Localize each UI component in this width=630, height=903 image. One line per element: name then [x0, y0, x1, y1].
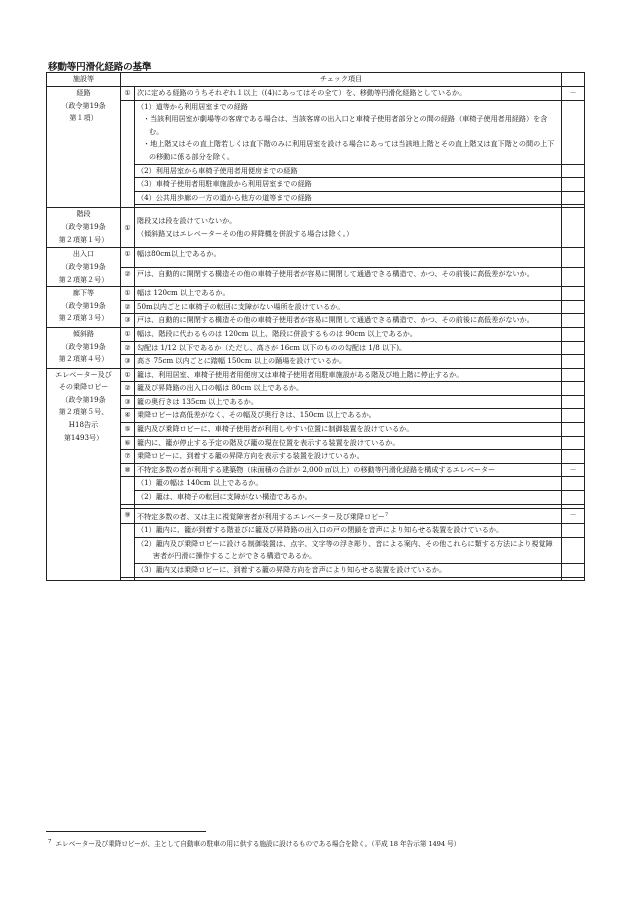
- facility-cell-route: [47, 87, 121, 208]
- facility-ref: 第１項）: [69, 113, 98, 123]
- table-row: [47, 314, 585, 328]
- item-number: ①: [121, 87, 135, 101]
- table-header-row: [47, 73, 585, 87]
- item-number: ⑨: [121, 508, 135, 524]
- item-text: 籠内に、籠が停止する予定の階及び籠の現在位置を表示する装置を設けているか。: [135, 436, 562, 450]
- sub-item-title: 道等から利用居室までの経路: [155, 101, 248, 111]
- footnote: [48, 838, 460, 848]
- facility-ref: 第２項第３号）: [58, 313, 109, 323]
- item-mark: [562, 491, 585, 505]
- sub-item-text: [135, 100, 562, 164]
- item-mark: [562, 423, 585, 437]
- item-mark: －: [562, 508, 585, 524]
- sub-item-label: （3）: [137, 179, 156, 189]
- table-row: [47, 368, 585, 382]
- item-number: ②: [121, 300, 135, 314]
- facility-cell-stairs: [47, 208, 121, 248]
- item-mark: [562, 314, 585, 328]
- item-number: ③: [121, 395, 135, 409]
- sub-item-label: （2）: [137, 165, 156, 175]
- sub-item-text: [135, 524, 562, 538]
- table-row: [47, 300, 585, 314]
- item-text: 階段又は段を設けていないか。 （傾斜路又はエレベーターその他の昇降機を併設する場合は除く。）: [135, 208, 562, 248]
- item-number: ②: [121, 341, 135, 355]
- item-mark: [562, 191, 585, 205]
- facility-ref: （政令第19条: [61, 100, 106, 110]
- item-text: 乗降ロビーに、到着する籠の昇降方向を表示する装置を設けているか。: [135, 450, 562, 464]
- item-mark: [562, 178, 585, 192]
- item-mark: [562, 382, 585, 396]
- table-row: [47, 524, 585, 538]
- table-row: [47, 267, 585, 286]
- facility-ref: 第1493号）: [63, 432, 104, 442]
- item-mark: [562, 248, 585, 267]
- item-mark: [562, 287, 585, 301]
- item-number-empty: [121, 100, 135, 208]
- page-heading: 移動等円滑化経路の基準: [48, 62, 152, 73]
- item-mark: [562, 341, 585, 355]
- item-number: ①: [121, 208, 135, 248]
- table-row: [47, 508, 585, 524]
- sub-item-text: [135, 477, 562, 491]
- facility-ref: （政令第19条: [61, 341, 106, 351]
- facility-label: 階段: [76, 209, 91, 219]
- sub-item-text: [135, 178, 562, 192]
- facility-ref: （政令第19条: [61, 221, 106, 231]
- item-mark: [562, 267, 585, 286]
- bullet-text: ・地上階又はその直上階若しくは直下階のみに利用居室を設ける場合にあっては当該地上階とその直上階又は直下階との間の上下の移動に係る部分を除く。: [143, 139, 555, 161]
- item-text: 幅は 120cm 以上であるか。: [135, 287, 562, 301]
- item-number: ②: [121, 267, 135, 286]
- table-row: [47, 395, 585, 409]
- facility-cell-corridor: [47, 287, 121, 328]
- item-text: 高さ 75cm 以内ごとに踏幅 150cm 以上の踊場を設けているか。: [135, 355, 562, 369]
- item-number: ⑦: [121, 450, 135, 464]
- table-row: [47, 355, 585, 369]
- footnote-number: 7: [48, 839, 52, 845]
- sub-item-title: 利用居室から車椅子使用者用便房までの経路: [155, 165, 298, 175]
- sub-item-text: [135, 537, 562, 563]
- table-row: [47, 450, 585, 464]
- item-mark: [562, 409, 585, 423]
- item-number: ①: [121, 368, 135, 382]
- sub-item-label: （3）: [137, 565, 156, 574]
- sub-item-text: [135, 491, 562, 505]
- item-number-empty: [121, 524, 135, 577]
- item-mark: [562, 524, 585, 538]
- sub-item-title: 車椅子使用者用駐車施設から利用居室までの経路: [155, 179, 312, 189]
- item-number: ②: [121, 382, 135, 396]
- sub-item-text: [135, 564, 562, 578]
- table-row-spacer: [47, 577, 585, 580]
- table-row: [47, 327, 585, 341]
- item-number: ⑧: [121, 463, 135, 477]
- item-number: ①: [121, 327, 135, 341]
- sub-item-title: 籠内又は乗降ロビーに、到着する籠の昇降方向を音声により知らせる装置を設けているか。: [155, 565, 447, 574]
- footnote-text: エレベーター及び乗降ロビーが、主として自動車の駐車の用に供する施設に設けるものである場合を除く。（平成 18 年告示第 1494 号）: [55, 840, 461, 848]
- item-text: 次に定める経路のうちそれぞれ１以上（(4)にあってはその全て）を、移動等円滑化経路としているか。: [135, 87, 562, 101]
- item-mark: [562, 327, 585, 341]
- item-text: 戸は、自動的に開閉する構造その他の車椅子使用者が容易に開閉して通過できる構造で、かつ、その前後に高低差がないか。: [135, 314, 562, 328]
- item-number: ④: [121, 409, 135, 423]
- table-row: [47, 341, 585, 355]
- item-text: 籠の奥行きは 135cm 以上であるか。: [135, 395, 562, 409]
- item-text: 籠内及び乗降ロビーに、車椅子使用者が利用しやすい位置に制御装置を設けているか。: [135, 423, 562, 437]
- facility-label: 出入口: [72, 249, 95, 259]
- sub-item-label: （1）: [137, 101, 156, 111]
- item-mark: [562, 450, 585, 464]
- sub-item-text: [135, 191, 562, 205]
- item-mark: [562, 537, 585, 563]
- checklist-table: [46, 72, 585, 581]
- sub-item-title: 籠内に、籠が到着する階並びに籠及び昇降路の出入口の戸の閉鎖を音声により知らせる装置を設けているか。: [155, 525, 504, 535]
- item-number: ⑥: [121, 436, 135, 450]
- item-text: 不特定多数の者が利用する建築物（床面積の合計が 2,000 ㎡以上）の移動等円滑化経路を構成するエレベーター: [135, 463, 562, 477]
- facility-cell-elevator: [47, 368, 121, 580]
- item-mark: [562, 436, 585, 450]
- item-mark: [562, 395, 585, 409]
- item-mark: [562, 208, 585, 248]
- facility-ref: H18告示: [68, 420, 99, 430]
- item-mark: [562, 477, 585, 491]
- sub-item-title: 籠内及び乗降ロビーに設ける制御装置は、点字、文字等の浮き彫り、音による案内、その他これらに類する方法により視覚障害者が円滑に操作することができる構造であるか。: [153, 538, 553, 561]
- item-number: ③: [121, 314, 135, 328]
- table-row: [47, 87, 585, 101]
- facility-ref: 第２項第１号）: [58, 234, 109, 244]
- facility-label: 傾斜路: [72, 328, 95, 338]
- sub-item-text: [135, 164, 562, 178]
- table-row: [47, 208, 585, 248]
- item-text: 籠は、利用居室、車椅子使用者用便房又は車椅子使用者用駐車施設がある階及び地上階に停止するか。: [135, 368, 562, 382]
- facility-ref: （政令第19条: [61, 261, 106, 271]
- table-row: [47, 436, 585, 450]
- item-number: ①: [121, 287, 135, 301]
- facility-ref: 第２項第２号）: [58, 274, 109, 284]
- footnote-separator: [46, 831, 206, 832]
- facility-column-header: 施設等: [47, 73, 121, 87]
- item-mark: [562, 100, 585, 164]
- facility-ref: （政令第19条: [61, 394, 106, 404]
- footnote-ref: 7: [385, 511, 389, 518]
- facility-label: 廊下等: [72, 288, 95, 298]
- bullet-text: ・当該利用居室が劇場等の客席である場合は、当該客席の出入口と車椅子使用者部分との間の経路（車椅子使用者用経路）を含む。: [143, 114, 548, 136]
- item-number: ①: [121, 248, 135, 267]
- item-text: 戸は、自動的に開閉する構造その他の車椅子使用者が容易に開閉して通過できる構造で、かつ、その前後に高低差がないか。: [135, 267, 562, 286]
- item-number-empty: [121, 477, 135, 504]
- item-text: 幅は80cm以上であるか。: [135, 248, 562, 267]
- table-row: [47, 287, 585, 301]
- facility-cell-entrance: [47, 248, 121, 287]
- item-text: 籠及び昇降路の出入口の幅は 80cm 以上であるか。: [135, 382, 562, 396]
- facility-label: 経路: [76, 88, 91, 97]
- item-mark: [562, 564, 585, 578]
- item-number: ③: [121, 355, 135, 369]
- check-column-header: チェック項目: [121, 73, 562, 87]
- item-mark: [562, 300, 585, 314]
- sub-item-label: （2）: [137, 538, 156, 548]
- item-mark: －: [562, 463, 585, 477]
- table-row: [47, 382, 585, 396]
- sub-item-label: （2）: [137, 492, 156, 502]
- item-number: ⑤: [121, 423, 135, 437]
- item-text: 乗降ロビーは高低差がなく、その幅及び奥行きは、150cm 以上であるか。: [135, 409, 562, 423]
- table-row: [47, 423, 585, 437]
- table-row: [47, 477, 585, 491]
- item-text: 勾配は 1/12 以下であるか（ただし、高さが 16cm 以下のものの勾配は 1/8 以下)。: [135, 341, 562, 355]
- sub-item-title: 公共用歩廊の一方の道から他方の道等までの経路: [155, 192, 312, 202]
- item-text: 幅は、階段に代わるものは 120cm 以上、階段に併設するものは 90cm 以上であるか。: [135, 327, 562, 341]
- sub-item-title: 籠は、車椅子の転回に支障がない構造であるか。: [155, 492, 312, 502]
- facility-label: その乗降ロビー: [58, 382, 109, 392]
- item-mark: －: [562, 87, 585, 101]
- table-row: [47, 463, 585, 477]
- facility-ref: 第２項第５号、: [58, 407, 109, 417]
- facility-cell-ramp: [47, 327, 121, 368]
- item-text: 50m以内ごとに車椅子の転回に支障がない場所を設けているか。: [135, 300, 562, 314]
- sub-item-label: （1）: [137, 478, 156, 488]
- table-row: [47, 248, 585, 267]
- sub-item-label: （1）: [137, 525, 156, 535]
- table-row: [47, 100, 585, 164]
- table-row: [47, 409, 585, 423]
- sub-item-label: （4）: [137, 192, 156, 202]
- item-mark: [562, 355, 585, 369]
- facility-label: エレベーター及び: [55, 369, 112, 379]
- facility-ref: （政令第19条: [61, 300, 106, 310]
- item-text: 不特定多数の者、又は主に視覚障害者が利用するエレベーター及び乗降ロビー$^7$: [135, 508, 562, 524]
- mark-column-header: [562, 73, 585, 87]
- sub-item-title: 籠の幅は 140cm 以上であるか。: [155, 478, 263, 488]
- item-mark: [562, 164, 585, 178]
- facility-ref: 第２項第４号）: [58, 354, 109, 364]
- item-mark: [562, 368, 585, 382]
